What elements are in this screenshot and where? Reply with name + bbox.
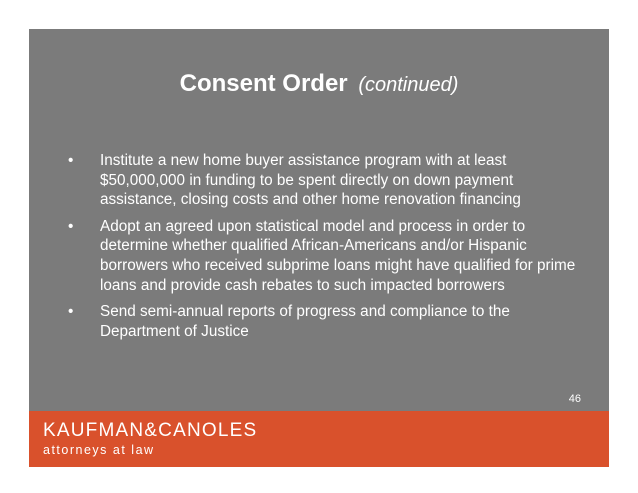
slide-content-area	[29, 29, 609, 411]
page-number: 46	[568, 393, 581, 405]
bullet-marker: •	[68, 152, 74, 169]
footer-bar	[29, 411, 609, 467]
bullet-list	[67, 151, 579, 348]
bullet-item	[67, 302, 579, 341]
bullet-text: Institute a new home buyer assistance program with at least $50,000,000 in funding to be spent directly on down payment assistance, closing costs and other home renovation financing	[100, 152, 521, 209]
bullet-marker: •	[68, 217, 74, 235]
firm-logo-name: KAUFMAN&CANOLES	[43, 420, 258, 441]
bullet-item	[67, 217, 579, 295]
slide-title-sub: (continued)	[358, 74, 459, 96]
bullet-text: Adopt an agreed upon statistical model and process in order to determine whether qualified African-Americans and/or Hispanic borrowers who received subprime loans might have qualified for prime loans and provide cash rebates to such impacted borrowers	[100, 217, 576, 294]
bullet-marker: •	[68, 303, 74, 321]
firm-logo-tagline: attorneys at law	[43, 443, 155, 457]
slide-title-main: Consent Order	[179, 70, 348, 97]
bullet-item	[67, 151, 579, 210]
slide-title	[29, 69, 609, 100]
bullet-text: Send semi-annual reports of progress and compliance to the Department of Justice	[100, 303, 510, 340]
